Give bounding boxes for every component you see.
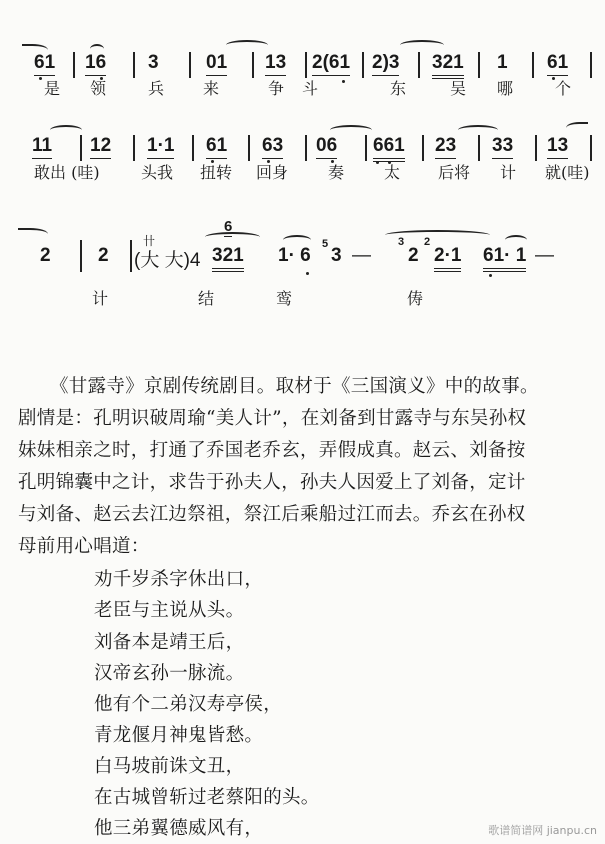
dash: —	[352, 245, 371, 266]
lyric: 哪	[497, 79, 514, 98]
watermark: 歌谱简谱网 jianpu.cn	[488, 824, 597, 837]
lyric: 头我	[141, 163, 174, 182]
barline	[590, 52, 592, 78]
lyric: 东	[390, 79, 407, 98]
mark: 卄	[143, 234, 156, 248]
lyric: 就(哇)	[545, 163, 590, 182]
lyric: 是	[44, 79, 61, 98]
note: 321	[432, 52, 464, 79]
note: 3	[331, 245, 342, 266]
lyric: 吴	[450, 79, 467, 98]
lyric: 计	[92, 289, 109, 308]
poem-line: 他有个二弟汉寿亭侯，	[94, 694, 283, 715]
slur	[458, 125, 498, 135]
percussion-note: (大 大)4	[134, 250, 201, 271]
lyric: 奏	[328, 163, 345, 182]
paragraph-line: 剧情是：孔明识破周瑜“美人计”，在刘备到甘露寺与东吴孙权	[18, 408, 527, 429]
note: 2	[40, 245, 51, 266]
barline	[80, 135, 82, 161]
barline	[73, 52, 75, 78]
barline	[80, 240, 82, 272]
slur	[400, 40, 444, 50]
slur	[566, 122, 588, 132]
barline	[305, 135, 307, 161]
paragraph-line: 妹妹相亲之时，打通了乔国老乔玄，弄假成真。赵云、刘备按	[18, 440, 526, 461]
slur	[505, 235, 527, 245]
barline	[422, 135, 424, 161]
grace-note: 6	[224, 218, 233, 235]
grace-note: 5	[322, 238, 329, 250]
note: 16	[85, 52, 106, 76]
paragraph-line: 《甘露寺》京剧传统剧目。取材于《三国演义》中的故事。	[50, 376, 539, 397]
note: 13	[547, 135, 568, 159]
barline	[248, 135, 250, 161]
lyric: 扭转	[200, 163, 233, 182]
paragraph-line: 母前用心唱道：	[18, 536, 150, 557]
note: 01	[206, 52, 227, 76]
lyric: 结	[198, 289, 215, 308]
barline	[590, 135, 592, 161]
barline	[192, 135, 194, 161]
note: 61	[34, 52, 55, 76]
barline	[252, 52, 254, 78]
barline	[189, 52, 191, 78]
poem-line: 刘备本是靖王后，	[94, 632, 245, 653]
note: 61	[547, 52, 568, 76]
barline	[478, 52, 480, 78]
lyric: 回身	[256, 163, 289, 182]
note: 63	[262, 135, 283, 159]
note: 2·1	[434, 245, 461, 272]
barline	[130, 240, 132, 272]
barline	[133, 135, 135, 161]
barline	[362, 52, 364, 78]
barline	[365, 135, 367, 161]
low-octave-dot	[306, 272, 309, 275]
lyric: 争斗	[268, 79, 337, 98]
poem-line: 老臣与主说从头。	[94, 600, 245, 621]
paragraph-line: 与刘备、赵云去江边祭祖，祭江后乘船过江而去。乔玄在孙权	[18, 504, 526, 525]
note: 1	[497, 52, 508, 73]
lyric: 个	[555, 79, 572, 98]
barline	[418, 52, 420, 78]
barline	[305, 52, 307, 78]
low-octave-dot	[489, 274, 492, 277]
note: 11	[32, 135, 52, 159]
lyric: 领	[90, 79, 107, 98]
barline	[133, 52, 135, 78]
slur	[50, 125, 82, 135]
note: 321	[212, 245, 244, 272]
poem-line: 他三弟翼德威风有，	[94, 818, 264, 839]
grace-note: 2	[424, 236, 431, 248]
note: 2)3	[372, 52, 399, 76]
paragraph-line: 孔明锦囊中之计，求告于孙夫人，孙夫人因爱上了刘备，定计	[18, 472, 526, 493]
note: 23	[435, 135, 456, 159]
barline	[478, 135, 480, 161]
slur	[330, 125, 372, 135]
note: 13	[265, 52, 286, 76]
low-octave-dot	[342, 80, 345, 83]
poem-line: 在古城曾斩过老蔡阳的头。	[94, 787, 320, 808]
note: 12	[90, 135, 111, 159]
slur	[205, 232, 260, 242]
note: 2	[408, 245, 419, 266]
slur	[283, 235, 311, 245]
slur	[18, 228, 48, 238]
dash: —	[535, 245, 554, 266]
poem-line: 白马坡前诛文丑，	[94, 756, 245, 777]
note: 2(61	[312, 52, 350, 76]
grace-note: 3	[398, 236, 405, 248]
note: 1· 6	[278, 245, 311, 266]
low-octave-dot	[39, 77, 42, 80]
lyric: 来	[203, 79, 220, 98]
barline	[532, 52, 534, 78]
lyric: 兵	[148, 79, 165, 98]
lyric: 后将	[438, 163, 471, 182]
lyric: 鸾	[276, 289, 293, 308]
note: 33	[492, 135, 513, 159]
note: 61· 1	[483, 245, 526, 272]
lyric: 俦	[407, 289, 424, 308]
poem-line: 汉帝玄孙一脉流。	[94, 663, 245, 684]
lyric: 计	[500, 163, 517, 182]
note: 661	[373, 135, 405, 162]
lyric: 敢出 (哇)	[34, 163, 100, 182]
lyric: 太	[384, 163, 401, 182]
barline	[535, 135, 537, 161]
poem-line: 劝千岁杀字休出口，	[94, 569, 264, 590]
note: 3	[148, 52, 159, 73]
note: 61	[206, 135, 227, 159]
low-octave-dot	[376, 161, 379, 164]
note: 06	[316, 135, 337, 159]
poem-line: 青龙偃月神鬼皆愁。	[94, 725, 264, 746]
note: 1·1	[147, 135, 174, 159]
slur	[226, 40, 268, 50]
note: 2	[98, 245, 109, 266]
